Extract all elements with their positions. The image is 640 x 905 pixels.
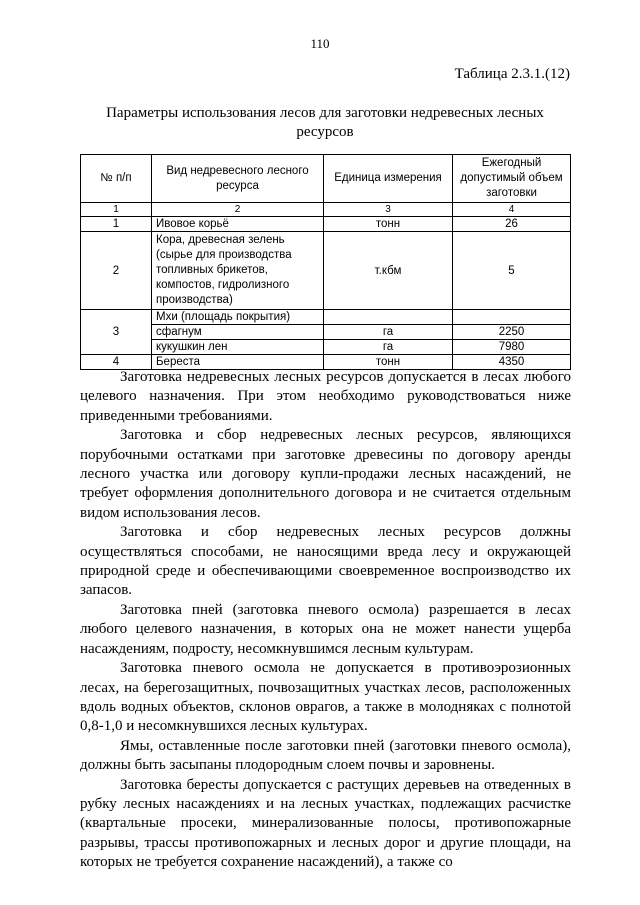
subrow-volume: 2250: [453, 325, 571, 340]
row-volume: 4350: [453, 355, 571, 370]
body-text: [80, 368, 571, 873]
page-number: 110: [310, 36, 330, 51]
row-unit: [324, 310, 453, 325]
table-subrow: [81, 340, 571, 355]
paragraph: Ямы, оставленные после заготовки пней (заготовки пневого осмола), должны быть засыпаны плодородным слоем почвы и заровнены.: [80, 737, 571, 774]
row-unit: т.кбм: [324, 232, 453, 310]
header-volume: Ежегодный допустимый объем заготовки: [453, 155, 571, 203]
column-number-row: [81, 203, 571, 217]
paragraph: Заготовка недревесных лесных ресурсов допускается в лесах любого целевого назначения. При этом необходимо руководствоваться ниже приведенными требованиями.: [80, 369, 571, 424]
col-index: 2: [152, 203, 324, 217]
table-label: Таблица 2.3.1.(12): [454, 66, 570, 82]
table-row: [81, 217, 571, 232]
row-volume: 26: [453, 217, 571, 232]
row-num: 2: [81, 232, 152, 310]
table-subrow: [81, 325, 571, 340]
row-num: 1: [81, 217, 152, 232]
row-num: 3: [81, 310, 152, 355]
header-num: № п/п: [81, 155, 152, 203]
paragraph: Заготовка и сбор недревесных лесных ресурсов должны осуществляться способами, не наносящими вреда лесу и окружающей природной среде и обеспечивающими своевременное воспроизводство их запасов.: [80, 524, 571, 599]
col-index: 1: [81, 203, 152, 217]
header-resource: Вид недревесного лесного ресурса: [152, 155, 324, 203]
paragraph: Заготовка пней (заготовка пневого осмола) разрешается в лесах любого целевого назначения, в которых она не может нанести ущерба насаждениям, подросту, несомкнувшимся лесным культурам.: [80, 601, 571, 657]
subrow-resource: кукушкин лен: [152, 340, 324, 355]
subrow-unit: га: [324, 340, 453, 355]
table-row: [81, 310, 571, 325]
subrow-volume: 7980: [453, 340, 571, 355]
row-resource: Кора, древесная зелень (сырье для производства топливных брикетов, компостов, гидролизного производства): [152, 232, 324, 310]
row-resource: Ивовое корьё: [152, 217, 324, 232]
col-index: 4: [453, 203, 571, 217]
row-volume: [453, 310, 571, 325]
table-row: [81, 232, 571, 310]
col-index: 3: [324, 203, 453, 217]
table-header-row: [81, 155, 571, 203]
row-volume: 5: [453, 232, 571, 310]
header-unit: Единица измерения: [324, 155, 453, 203]
paragraph: Заготовка пневого осмола не допускается в противоэрозионных лесах, на берегозащитных, почвозащитных участках лесов, расположенных вдоль водных объектов, склонов оврагов, а также в молодняках с полнотой 0,8-1,0 и несомкнувшихся лесных культурах.: [80, 660, 571, 735]
row-num: 4: [81, 355, 152, 370]
paragraph: Заготовка и сбор недревесных лесных ресурсов, являющихся порубочными остатками при заготовке древесины по договору аренды лесного участка или договору купли-продажи лесных насаждений, не требует оформления дополнительного договора и не считается отдельным видом использования лесов.: [80, 427, 571, 521]
parameters-table: [80, 154, 571, 370]
subrow-resource: сфагнум: [152, 325, 324, 340]
row-unit: тонн: [324, 355, 453, 370]
row-resource: Береста: [152, 355, 324, 370]
paragraph: Заготовка бересты допускается с растущих деревьев на отведенных в рубку лесных насаждениях и на лесных участках, подлежащих расчистке (квартальные просеки, минерализованные полосы, противопожарные разрывы, трассы противопожарных и лесных дорог и другие площади, на которых не требуется сохранение насаждений), а также со: [80, 776, 571, 871]
subrow-unit: га: [324, 325, 453, 340]
row-unit: тонн: [324, 217, 453, 232]
row-resource: Мхи (площадь покрытия): [152, 310, 324, 325]
table-title: Параметры использования лесов для заготовки недревесных лесных ресурсов: [106, 105, 544, 140]
